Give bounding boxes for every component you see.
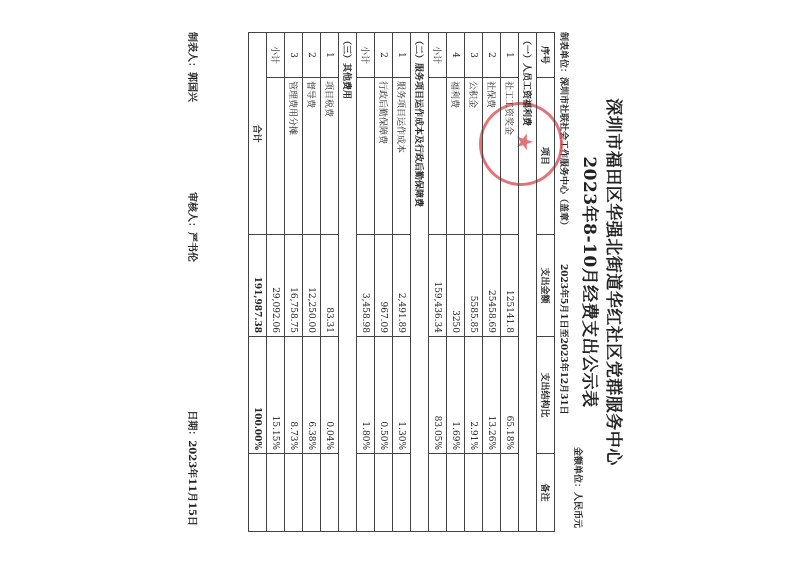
row-item: 督导费 [303, 78, 321, 235]
total-row [249, 33, 267, 532]
subtotal-row [429, 33, 447, 532]
row-remark [465, 454, 483, 532]
row-item: 服务项目运作成本 [393, 78, 411, 235]
row-ratio: 13.26% [483, 337, 501, 454]
row-item: 行政后勤保障费 [375, 78, 393, 235]
table-row [303, 33, 321, 532]
row-ratio: 1.69% [447, 337, 465, 454]
row-number: 1 [321, 33, 339, 78]
row-amount: 16,758.75 [285, 235, 303, 337]
table-row [447, 33, 465, 532]
subtotal-row [357, 33, 375, 532]
row-item: 公积金 [465, 78, 483, 235]
row-number: 2 [483, 33, 501, 78]
section-title: （二）服务项目运作成本及行政后勤保障费 [411, 33, 429, 532]
header-no: 序号 [537, 33, 555, 78]
row-amount: 83.31 [321, 235, 339, 337]
row-remark [447, 454, 465, 532]
row-amount: 25458.69 [483, 235, 501, 337]
subtotal-item [267, 78, 285, 235]
expense-table [248, 32, 555, 532]
subtotal-amount: 29,092.06 [267, 235, 285, 337]
table-row [501, 33, 519, 532]
subtotal-label: 小计 [357, 33, 375, 78]
header-ratio: 支出结构比 [537, 337, 555, 454]
row-ratio: 6.38% [303, 337, 321, 454]
total-amount: 191,987.38 [249, 235, 267, 337]
table-maker: 制表人：郭国兴 [186, 32, 197, 102]
subtotal-item [357, 78, 375, 235]
row-number: 1 [393, 33, 411, 78]
subtotal-label: 小计 [267, 33, 285, 78]
table-row [285, 33, 303, 532]
signature-footer [185, 32, 201, 532]
table-row [321, 33, 339, 532]
section-header-row [519, 33, 537, 532]
header-remark: 备注 [537, 454, 555, 532]
header-amount: 支出金额 [537, 235, 555, 337]
subtotal-ratio: 15.15% [267, 337, 285, 454]
row-amount: 3250 [447, 235, 465, 337]
subtotal-remark [429, 454, 447, 532]
row-item: 社工工资奖金 [501, 78, 519, 235]
report-date: 日期：2023年11月15日 [186, 410, 197, 526]
title-line-2: 2023年8-10月经费支出公示表 [579, 156, 599, 408]
row-remark [393, 454, 411, 532]
subtotal-remark [267, 454, 285, 532]
table-body [249, 33, 537, 532]
row-remark [321, 454, 339, 532]
table-row [465, 33, 483, 532]
row-ratio: 1.30% [393, 337, 411, 454]
reporting-period: 2023年5月1日至2023年12月31日 [558, 264, 568, 415]
table-row [375, 33, 393, 532]
row-amount: 2,491.89 [393, 235, 411, 337]
subtotal-ratio: 83.05% [429, 337, 447, 454]
row-number: 4 [447, 33, 465, 78]
row-item: 福利费 [447, 78, 465, 235]
meta-row [557, 32, 571, 532]
subtotal-remark [357, 454, 375, 532]
row-number: 2 [303, 33, 321, 78]
row-remark [483, 454, 501, 532]
row-amount: 5585.85 [465, 235, 483, 337]
row-number: 3 [285, 33, 303, 78]
row-remark [501, 454, 519, 532]
row-amount: 125141.8 [501, 235, 519, 337]
row-amount: 12,250.00 [303, 235, 321, 337]
title-line-1: 深圳市福田区华强北街道华红社区党群服务中心 [603, 98, 623, 466]
section-title: （一）人员工资福利费 [519, 33, 537, 532]
header-item: 项目 [537, 78, 555, 235]
table-row [393, 33, 411, 532]
total-ratio: 100.00% [249, 337, 267, 454]
issuing-organization: 制表单位：深圳市社联社会工作服务中心（盖章） [558, 32, 568, 231]
table-reviewer: 审核人：严书伦 [186, 192, 197, 262]
row-amount: 967.09 [375, 235, 393, 337]
table-row [483, 33, 501, 532]
table-header-row [537, 33, 555, 532]
section-header-row [411, 33, 429, 532]
row-number: 1 [501, 33, 519, 78]
subtotal-ratio: 1.80% [357, 337, 375, 454]
row-number: 3 [465, 33, 483, 78]
subtotal-amount: 159,436.34 [429, 235, 447, 337]
row-ratio: 65.18% [501, 337, 519, 454]
currency-unit: 金额单位：人民币元 [572, 446, 582, 528]
row-remark [285, 454, 303, 532]
row-item: 项目税费 [321, 78, 339, 235]
subtotal-amount: 3,458.98 [357, 235, 375, 337]
subtotal-item [429, 78, 447, 235]
row-remark [375, 454, 393, 532]
subtotal-row [267, 33, 285, 532]
total-label: 合计 [249, 33, 267, 235]
section-header-row [339, 33, 357, 532]
row-number: 2 [375, 33, 393, 78]
row-ratio: 2.91% [465, 337, 483, 454]
row-ratio: 0.04% [321, 337, 339, 454]
row-ratio: 0.50% [375, 337, 393, 454]
seal-star-icon: ★ [511, 132, 536, 152]
total-remark [249, 454, 267, 532]
row-remark [303, 454, 321, 532]
row-item: 社保费 [483, 78, 501, 235]
section-title: （三）其他费用 [339, 33, 357, 532]
row-ratio: 8.73% [285, 337, 303, 454]
subtotal-label: 小计 [429, 33, 447, 78]
row-item: 管理费用分摊 [285, 78, 303, 235]
document-page [175, 32, 625, 532]
